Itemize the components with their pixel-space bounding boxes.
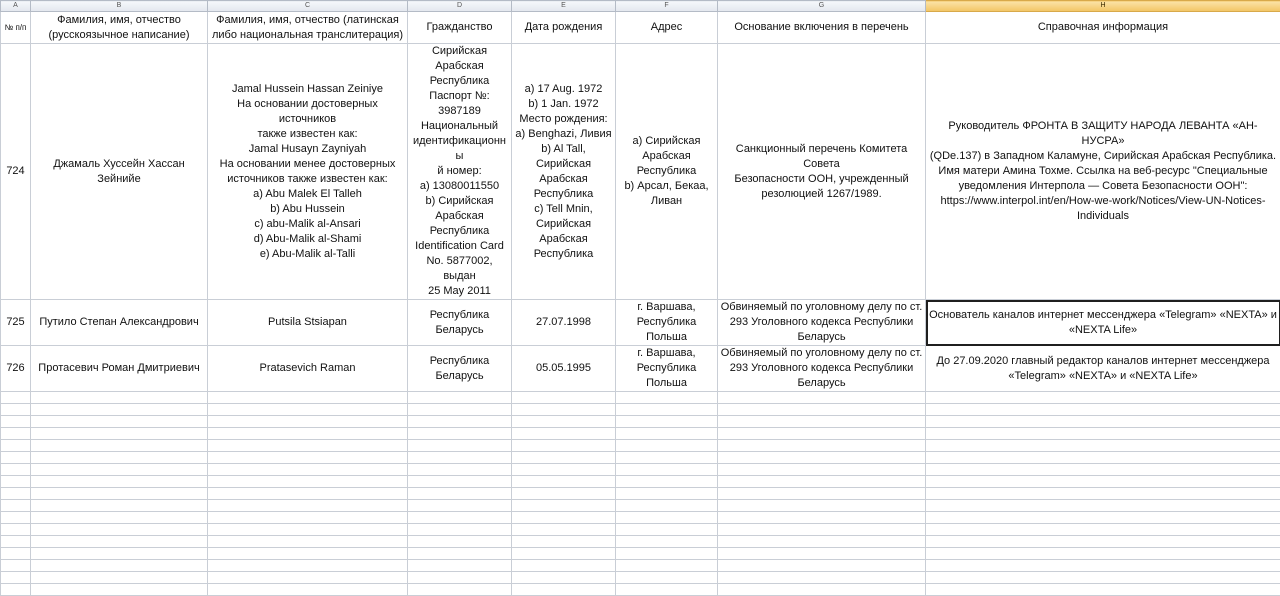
empty-cell[interactable]: [926, 548, 1280, 560]
empty-row: [1, 524, 1280, 536]
cell-text-line: На основании менее достоверных: [210, 157, 405, 172]
empty-cell[interactable]: [408, 428, 512, 440]
cell-text-line: источников также известен как:: [210, 172, 405, 187]
cell-text-line: a) Сирийская: [618, 134, 715, 149]
empty-cell[interactable]: [512, 512, 616, 524]
cell-text-line: 3987189: [410, 104, 509, 119]
empty-row: [1, 488, 1280, 500]
cell-name-ru[interactable]: Путило Степан Александрович: [31, 300, 208, 346]
cell-address[interactable]: [616, 300, 718, 346]
empty-cell[interactable]: [408, 572, 512, 584]
empty-cell[interactable]: [616, 452, 718, 464]
cell-text-line: Беларусь: [720, 330, 923, 345]
empty-cell[interactable]: [616, 392, 718, 404]
header-cell-num[interactable]: № п/п: [1, 12, 31, 44]
empty-cell[interactable]: [31, 476, 208, 488]
cell-text-line: Арабская: [514, 172, 613, 187]
empty-cell[interactable]: [1, 452, 31, 464]
cell-text-line: Беларусь: [410, 323, 509, 338]
empty-cell[interactable]: [512, 500, 616, 512]
empty-cell[interactable]: [31, 560, 208, 572]
cell-text-line: уведомления Интерпола — Совета Безопасности ООН":: [928, 179, 1278, 194]
empty-cell[interactable]: [1, 560, 31, 572]
empty-cell[interactable]: [926, 440, 1280, 452]
empty-cell[interactable]: [926, 560, 1280, 572]
empty-cell[interactable]: [718, 512, 926, 524]
empty-cell[interactable]: [408, 476, 512, 488]
empty-cell[interactable]: [208, 416, 408, 428]
header-cell-address[interactable]: Адрес: [616, 12, 718, 44]
empty-cell[interactable]: [31, 488, 208, 500]
empty-cell[interactable]: [408, 416, 512, 428]
empty-cell[interactable]: [926, 404, 1280, 416]
empty-cell[interactable]: [31, 548, 208, 560]
cell-text-line: Руководитель ФРОНТА В ЗАЩИТУ НАРОДА ЛЕВАНТА «АН-НУСРА»: [928, 119, 1278, 149]
empty-cell[interactable]: [1, 464, 31, 476]
empty-cell[interactable]: [616, 476, 718, 488]
cell-text-line: г. Варшава,: [618, 346, 715, 361]
empty-cell[interactable]: [512, 416, 616, 428]
cell-basis[interactable]: [718, 44, 926, 300]
empty-cell[interactable]: [408, 500, 512, 512]
empty-cell[interactable]: [616, 524, 718, 536]
cell-text-line: Республика: [410, 74, 509, 89]
empty-cell[interactable]: [208, 464, 408, 476]
header-cell-citizenship[interactable]: Гражданство: [408, 12, 512, 44]
empty-cell[interactable]: [512, 488, 616, 500]
cell-text-line: Основатель каналов интернет мессенджера «Telegram» «NEXTA» и: [928, 308, 1278, 323]
empty-cell[interactable]: [718, 404, 926, 416]
empty-cell[interactable]: [1, 572, 31, 584]
cell-info[interactable]: [926, 44, 1280, 300]
empty-cell[interactable]: [926, 584, 1280, 596]
cell-text-line: г. Варшава,: [618, 300, 715, 315]
empty-cell[interactable]: [1, 524, 31, 536]
empty-cell[interactable]: [512, 452, 616, 464]
empty-row: [1, 404, 1280, 416]
cell-birth[interactable]: [512, 346, 616, 392]
cell-num[interactable]: 725: [1, 300, 31, 346]
empty-row: [1, 452, 1280, 464]
cell-num[interactable]: 724: [1, 44, 31, 300]
empty-cell[interactable]: [718, 440, 926, 452]
cell-text-line: Ливан: [618, 194, 715, 209]
empty-cell[interactable]: [616, 428, 718, 440]
empty-cell[interactable]: [512, 392, 616, 404]
table-row: [1, 346, 1280, 392]
cell-info[interactable]: [926, 300, 1280, 346]
empty-cell[interactable]: [408, 488, 512, 500]
cell-text-line: Арабская: [410, 209, 509, 224]
empty-cell[interactable]: [512, 404, 616, 416]
empty-cell[interactable]: [718, 500, 926, 512]
cell-basis[interactable]: [718, 300, 926, 346]
column-header-h[interactable]: H: [926, 1, 1280, 12]
empty-cell[interactable]: [1, 548, 31, 560]
cell-text-line: Сирийская: [514, 217, 613, 232]
cell-citizenship[interactable]: [408, 346, 512, 392]
empty-cell[interactable]: [1, 512, 31, 524]
cell-text-line: a) 13080011550: [410, 179, 509, 194]
cell-text-line: 293 Уголовного кодекса Республики: [720, 361, 923, 376]
cell-text-line: Арабская: [410, 59, 509, 74]
empty-cell[interactable]: [208, 584, 408, 596]
empty-cell[interactable]: [408, 512, 512, 524]
empty-cell[interactable]: [926, 416, 1280, 428]
empty-cell[interactable]: [512, 428, 616, 440]
empty-cell[interactable]: [926, 452, 1280, 464]
empty-cell[interactable]: [718, 428, 926, 440]
empty-cell[interactable]: [208, 512, 408, 524]
cell-name-ru[interactable]: Протасевич Роман Дмитриевич: [31, 346, 208, 392]
empty-cell[interactable]: [616, 560, 718, 572]
empty-row: [1, 440, 1280, 452]
cell-text-line: также известен как:: [210, 127, 405, 142]
cell-text-line: Беларусь: [410, 369, 509, 384]
cell-text-line: (QDe.137) в Западном Каламуне, Сирийская Арабская Республика.: [928, 149, 1278, 164]
cell-text-line: Национальный: [410, 119, 509, 134]
empty-cell[interactable]: [31, 440, 208, 452]
empty-cell[interactable]: [1, 500, 31, 512]
cell-name-lat[interactable]: [208, 346, 408, 392]
cell-birth[interactable]: [512, 44, 616, 300]
empty-cell[interactable]: [208, 524, 408, 536]
empty-cell[interactable]: [718, 488, 926, 500]
empty-cell[interactable]: [408, 548, 512, 560]
cell-text-line: e) Abu-Malik al-Talli: [210, 247, 405, 262]
cell-text-line: a) 17 Aug. 1972: [514, 82, 613, 97]
empty-cell[interactable]: [208, 548, 408, 560]
empty-cell[interactable]: [512, 476, 616, 488]
empty-cell[interactable]: [616, 548, 718, 560]
cell-text-line: Имя матери Амина Тохме. Ссылка на веб-ресурс "Специальные: [928, 164, 1278, 179]
empty-cell[interactable]: [408, 440, 512, 452]
empty-cell[interactable]: [208, 452, 408, 464]
empty-cell[interactable]: [616, 584, 718, 596]
empty-cell[interactable]: [1, 404, 31, 416]
empty-cell[interactable]: [408, 404, 512, 416]
empty-cell[interactable]: [208, 500, 408, 512]
empty-cell[interactable]: [926, 428, 1280, 440]
cell-text-line: Putsila Stsiapan: [210, 315, 405, 330]
empty-cell[interactable]: [926, 524, 1280, 536]
empty-cell[interactable]: [718, 584, 926, 596]
empty-cell[interactable]: [408, 524, 512, 536]
empty-cell[interactable]: [208, 572, 408, 584]
empty-cell[interactable]: [31, 524, 208, 536]
column-header-e[interactable]: E: [512, 1, 616, 12]
cell-text-line: b) Al Tall,: [514, 142, 613, 157]
column-header-a[interactable]: A: [1, 1, 31, 12]
empty-cell[interactable]: [512, 524, 616, 536]
cell-text-line: Арабская: [618, 149, 715, 164]
empty-cell[interactable]: [718, 548, 926, 560]
cell-text-line: Республика Польша: [618, 315, 715, 345]
empty-cell[interactable]: [208, 440, 408, 452]
cell-text-line: b) Арсал, Бекаа,: [618, 179, 715, 194]
empty-cell[interactable]: [616, 440, 718, 452]
empty-cell[interactable]: [926, 500, 1280, 512]
cell-text-line: b) Сирийская: [410, 194, 509, 209]
empty-cell[interactable]: [926, 572, 1280, 584]
empty-cell[interactable]: [926, 512, 1280, 524]
cell-text-line: c) abu-Malik al-Ansari: [210, 217, 405, 232]
cell-text-line: «Telegram» «NEXTA» и «NEXTA Life»: [928, 369, 1278, 384]
cell-birth[interactable]: [512, 300, 616, 346]
empty-cell[interactable]: [926, 392, 1280, 404]
cell-text-line: «NEXTA Life»: [928, 323, 1278, 338]
empty-cell[interactable]: [31, 464, 208, 476]
empty-cell[interactable]: [616, 404, 718, 416]
cell-text-line: резолюцией 1267/1989.: [720, 187, 923, 202]
empty-cell[interactable]: [926, 488, 1280, 500]
empty-cell[interactable]: [512, 572, 616, 584]
empty-cell[interactable]: [616, 500, 718, 512]
empty-row: [1, 584, 1280, 596]
empty-cell[interactable]: [1, 488, 31, 500]
empty-cell[interactable]: [1, 428, 31, 440]
column-letters-row: [1, 1, 1280, 12]
cell-text-line: На основании достоверных источников: [210, 97, 405, 127]
empty-cell[interactable]: [31, 416, 208, 428]
cell-text-line: No. 5877002, выдан: [410, 254, 509, 284]
header-cell-basis[interactable]: Основание включения в перечень: [718, 12, 926, 44]
empty-cell[interactable]: [208, 488, 408, 500]
empty-cell[interactable]: [718, 524, 926, 536]
empty-cell[interactable]: [208, 476, 408, 488]
empty-cell[interactable]: [31, 512, 208, 524]
cell-address[interactable]: [616, 346, 718, 392]
empty-cell[interactable]: [31, 500, 208, 512]
empty-row: [1, 500, 1280, 512]
cell-text-line: b) 1 Jan. 1972: [514, 97, 613, 112]
table-row: [1, 44, 1280, 300]
empty-cell[interactable]: [512, 548, 616, 560]
empty-cell[interactable]: [512, 440, 616, 452]
header-cell-info[interactable]: Справочная информация: [926, 12, 1280, 44]
empty-cell[interactable]: [1, 392, 31, 404]
cell-text-line: Республика: [514, 187, 613, 202]
cell-name-lat[interactable]: [208, 44, 408, 300]
header-cell-name-ru[interactable]: Фамилия, имя, отчество (русскоязычное написание): [31, 12, 208, 44]
cell-text-line: Республика Польша: [618, 361, 715, 391]
empty-cell[interactable]: [616, 512, 718, 524]
cell-address[interactable]: [616, 44, 718, 300]
table-header-row: [1, 12, 1280, 44]
empty-cell[interactable]: [718, 416, 926, 428]
cell-text-line: Республика: [410, 224, 509, 239]
cell-text-line: Individuals: [928, 209, 1278, 224]
header-cell-name-lat[interactable]: Фамилия, имя, отчество (латинская либо национальная транслитерация): [208, 12, 408, 44]
cell-text-line: Санкционный перечень Комитета Совета: [720, 142, 923, 172]
empty-cell[interactable]: [31, 428, 208, 440]
column-header-b[interactable]: B: [31, 1, 208, 12]
cell-text-line: Обвиняемый по уголовному делу по ст.: [720, 300, 923, 315]
empty-row: [1, 464, 1280, 476]
cell-name-lat[interactable]: [208, 300, 408, 346]
empty-cell[interactable]: [718, 476, 926, 488]
empty-row: [1, 428, 1280, 440]
cell-text-line: Безопасности ООН, учрежденный: [720, 172, 923, 187]
column-header-c[interactable]: C: [208, 1, 408, 12]
cell-text-line: Jamal Husayn Zayniyah: [210, 142, 405, 157]
empty-row: [1, 572, 1280, 584]
cell-text-line: й номер:: [410, 164, 509, 179]
cell-text-line: Паспорт №:: [410, 89, 509, 104]
empty-cell[interactable]: [718, 560, 926, 572]
cell-text-line: идентификационны: [410, 134, 509, 164]
column-header-f[interactable]: F: [616, 1, 718, 12]
empty-cell[interactable]: [512, 560, 616, 572]
cell-basis[interactable]: [718, 346, 926, 392]
empty-cell[interactable]: [718, 572, 926, 584]
empty-row: [1, 416, 1280, 428]
empty-cell[interactable]: [408, 584, 512, 596]
empty-cell[interactable]: [512, 584, 616, 596]
cell-text-line: Беларусь: [720, 376, 923, 391]
empty-cell[interactable]: [208, 560, 408, 572]
empty-cell[interactable]: [1, 440, 31, 452]
cell-name-ru[interactable]: Джамаль Хуссейн Хассан Зейнийе: [31, 44, 208, 300]
cell-text-line: d) Abu-Malik al-Shami: [210, 232, 405, 247]
empty-cell[interactable]: [31, 572, 208, 584]
cell-text-line: 293 Уголовного кодекса Республики: [720, 315, 923, 330]
empty-cell[interactable]: [718, 392, 926, 404]
header-cell-birth[interactable]: Дата рождения: [512, 12, 616, 44]
empty-cell[interactable]: [1, 476, 31, 488]
empty-cell[interactable]: [718, 464, 926, 476]
cell-text-line: Pratasevich Raman: [210, 361, 405, 376]
empty-cell[interactable]: [616, 416, 718, 428]
cell-text-line: Сирийская: [410, 44, 509, 59]
empty-row: [1, 476, 1280, 488]
empty-cell[interactable]: [31, 392, 208, 404]
empty-cell[interactable]: [718, 452, 926, 464]
cell-text-line: Сирийская: [514, 157, 613, 172]
empty-row: [1, 548, 1280, 560]
empty-cell[interactable]: [408, 452, 512, 464]
empty-cell[interactable]: [208, 392, 408, 404]
table-row: [1, 300, 1280, 346]
empty-cell[interactable]: [31, 452, 208, 464]
cell-text-line: Арабская: [514, 232, 613, 247]
cell-citizenship[interactable]: [408, 44, 512, 300]
cell-text-line: a) Benghazi, Ливия: [514, 127, 613, 142]
empty-cell[interactable]: [616, 488, 718, 500]
empty-cell[interactable]: [616, 464, 718, 476]
cell-text-line: Jamal Hussein Hassan Zeiniye: [210, 82, 405, 97]
empty-cell[interactable]: [926, 464, 1280, 476]
empty-cell[interactable]: [408, 464, 512, 476]
cell-text-line: b) Abu Hussein: [210, 202, 405, 217]
empty-cell[interactable]: [1, 416, 31, 428]
empty-row: [1, 560, 1280, 572]
cell-text-line: Identification Card: [410, 239, 509, 254]
cell-text-line: https://www.interpol.int/en/How-we-work/Notices/View-UN-Notices-: [928, 194, 1278, 209]
empty-cell[interactable]: [408, 560, 512, 572]
column-header-d[interactable]: D: [408, 1, 512, 12]
cell-text-line: Республика: [618, 164, 715, 179]
cell-text-line: 25 May 2011: [410, 284, 509, 299]
empty-cell[interactable]: [408, 392, 512, 404]
cell-text-line: Место рождения:: [514, 112, 613, 127]
empty-cell[interactable]: [616, 572, 718, 584]
cell-text-line: Республика: [410, 354, 509, 369]
cell-text-line: c) Tell Mnin,: [514, 202, 613, 217]
cell-text-line: 05.05.1995: [514, 361, 613, 376]
empty-cell[interactable]: [31, 404, 208, 416]
cell-text-line: a) Abu Malek El Talleh: [210, 187, 405, 202]
empty-cell[interactable]: [208, 404, 408, 416]
cell-text-line: 27.07.1998: [514, 315, 613, 330]
empty-cell[interactable]: [208, 428, 408, 440]
empty-cell[interactable]: [31, 584, 208, 596]
cell-text-line: Республика: [514, 247, 613, 262]
cell-citizenship[interactable]: [408, 300, 512, 346]
empty-cell[interactable]: [512, 464, 616, 476]
empty-row: [1, 512, 1280, 524]
cell-info[interactable]: [926, 346, 1280, 392]
cell-text-line: Обвиняемый по уголовному делу по ст.: [720, 346, 923, 361]
cell-text-line: Республика: [410, 308, 509, 323]
cell-text-line: До 27.09.2020 главный редактор каналов интернет мессенджера: [928, 354, 1278, 369]
empty-cell[interactable]: [926, 476, 1280, 488]
empty-cell[interactable]: [1, 584, 31, 596]
column-header-g[interactable]: G: [718, 1, 926, 12]
empty-row: [1, 392, 1280, 404]
cell-num[interactable]: 726: [1, 346, 31, 392]
